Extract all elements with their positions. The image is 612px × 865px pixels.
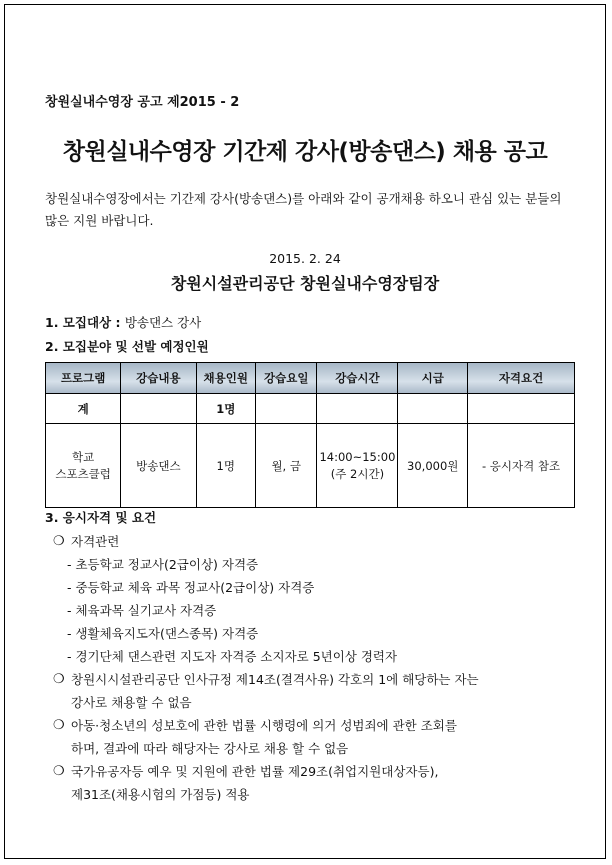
table-header: 강습내용 <box>121 363 196 394</box>
hollow-circle-icon: ❍ <box>53 672 65 687</box>
intro-text: 창원실내수영장에서는 기간제 강사(방송댄스)를 아래와 같이 공개채용 하오니 관심 있는 분들의 많은 지원 바랍니다. <box>45 191 562 228</box>
section-value: 방송댄스 강사 <box>124 315 202 330</box>
notice-number: 창원실내수영장 공고 제2015 - 2 <box>45 95 240 110</box>
list-item <box>53 714 593 760</box>
list-item-line: 국가유공자등 예우 및 지원에 관한 법률 제29조(취업지원대상자등), <box>71 764 439 779</box>
list-item-line: 제31조(채용시험의 가점등) 적용 <box>71 787 250 802</box>
page-title: 창원실내수영장 기간제 강사(방송댄스) 채용 공고 <box>62 139 548 165</box>
table-header: 채용인원 <box>196 363 255 394</box>
list-item <box>53 530 593 553</box>
qualification-list <box>53 530 593 806</box>
table-cell: 계 <box>46 394 121 424</box>
table-header: 강습시간 <box>317 363 398 394</box>
sub-item: - 초등학교 정교사(2급이상) 자격증 <box>67 557 259 572</box>
list-item-title: 자격관련 <box>71 534 120 549</box>
list-item <box>53 668 593 714</box>
sub-item: - 체육과목 실기교사 자격증 <box>67 603 217 618</box>
list-item <box>53 760 593 806</box>
table-header: 프로그램 <box>46 363 121 394</box>
table-cell: 1명 <box>196 424 255 508</box>
hollow-circle-icon: ❍ <box>53 534 65 549</box>
table-header-row <box>46 363 575 394</box>
table-cell <box>255 394 316 424</box>
table-cell <box>121 394 196 424</box>
table-header: 강습요일 <box>255 363 316 394</box>
section-recruit-target <box>45 313 201 331</box>
table-cell: 월, 금 <box>255 424 316 508</box>
table-cell: 1명 <box>196 394 255 424</box>
section-recruit-field: 2. 모집분야 및 선발 예정인원 <box>45 339 209 354</box>
hollow-circle-icon: ❍ <box>53 718 65 733</box>
organization-name: 창원시설관리공단 창원실내수영장팀장 <box>170 274 440 293</box>
table-header: 자격요건 <box>468 363 575 394</box>
section-qualifications: 3. 응시자격 및 요건 <box>45 510 157 525</box>
table-cell <box>468 394 575 424</box>
table-cell: 방송댄스 <box>121 424 196 508</box>
hollow-circle-icon: ❍ <box>53 764 65 779</box>
table-cell: 14:00~15:00 (주 2시간) <box>317 424 398 508</box>
table-total-row <box>46 394 575 424</box>
table-cell <box>317 394 398 424</box>
sub-item: - 중등학교 체육 과목 정교사(2급이상) 자격증 <box>67 580 315 595</box>
section-heading: 1. 모집대상 : <box>45 315 121 330</box>
notice-page <box>4 4 606 859</box>
recruitment-table <box>45 362 575 508</box>
table-header: 시급 <box>398 363 468 394</box>
table-row <box>46 424 575 508</box>
list-item-line: 아동·청소년의 성보호에 관한 법률 시행령에 의거 성범죄에 관한 조회를 <box>71 718 457 733</box>
list-item-line: 강사로 채용할 수 없음 <box>71 695 192 710</box>
notice-date: 2015. 2. 24 <box>269 251 341 266</box>
list-item-line: 하며, 결과에 따라 해당자는 강사로 채용 할 수 없음 <box>71 741 349 756</box>
table-cell: 학교 스포츠클럽 <box>46 424 121 508</box>
table-cell: - 응시자격 참조 <box>468 424 575 508</box>
list-item-line: 창원시시설관리공단 인사규정 제14조(결격사유) 각호의 1에 해당하는 자는 <box>71 672 479 687</box>
sub-item: - 경기단체 댄스관련 지도자 자격증 소지자로 5년이상 경력자 <box>67 649 398 664</box>
table-cell <box>398 394 468 424</box>
sub-item: - 생활체육지도자(댄스종목) 자격증 <box>67 626 259 641</box>
table-cell: 30,000원 <box>398 424 468 508</box>
